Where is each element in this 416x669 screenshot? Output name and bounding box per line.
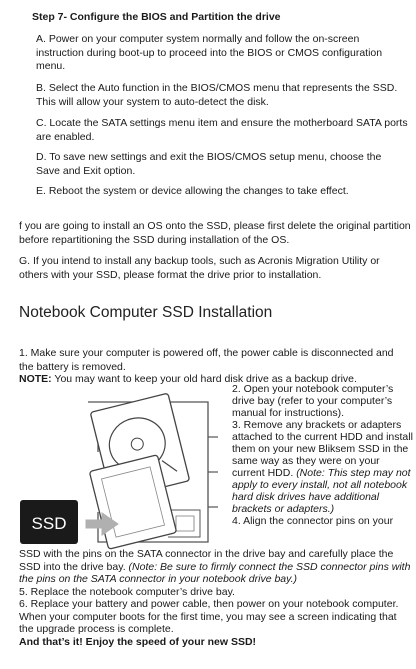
step-a-text: A. Power on your computer system normally and follow the on-screen instruction during boot-up to proceed into the BIOS or CMOS configuration menu. — [36, 33, 383, 72]
backup-tools-paragraph: G. If you intend to install any backup tools, such as Acronis Migration Utility or others with your SSD, please format the drive prior to installation. — [19, 255, 380, 281]
step-b-text: B. Select the Auto function in the BIOS/CMOS menu that represents the SSD. This will allow your system to auto-detect the disk. — [36, 82, 398, 108]
notebook-step-4-start: 4. Align the connector pins on your — [232, 515, 394, 527]
note-label: NOTE: — [19, 373, 52, 385]
step-d-text: D. To save new settings and exit the BIOS/CMOS setup menu, choose the Save and Exit option. — [36, 151, 382, 177]
notebook-step-2: 2. Open your notebook computer’s drive bay (refer to your computer’s manual for instructions). — [232, 383, 394, 419]
ssd-install-illustration — [18, 392, 230, 552]
notebook-step-4-rest — [19, 548, 413, 586]
notebook-step-6: 6. Replace your battery and power cable, then power on your notebook computer. When your computer boots for the first time, you may see a screen indicating that the upgrade process is complete. — [19, 598, 399, 635]
step-4-note: (Note: Be sure to firmly connect the SSD connector pins with the pins on the SATA connector in your notebook drive bay.) — [19, 560, 411, 585]
step-c-text: C. Locate the SATA settings menu item and ensure the motherboard SATA ports are enabled. — [36, 117, 408, 143]
bottom-steps — [19, 548, 413, 648]
notebook-step-3 — [232, 419, 414, 515]
step-e-text: E. Reboot the system or device allowing the changes to take effect. — [36, 185, 349, 197]
note-text: You may want to keep your old hard disk drive as a backup drive. — [51, 373, 357, 385]
section-title: Notebook Computer SSD Installation — [19, 304, 273, 321]
notebook-step-1: 1. Make sure your computer is powered off, the power cable is disconnected and the battery is removed. — [19, 347, 394, 373]
os-partition-paragraph: f you are going to install an OS onto the SSD, please first delete the original partition before repartitioning the SSD during installation of the OS. — [19, 220, 411, 246]
step-3-note: (Note: This step may not apply to every install, not all notebook hard disk drives have additional brackets or adapters.) — [232, 467, 411, 515]
right-column-steps — [232, 383, 414, 527]
ssd-badge-text: SSD — [31, 514, 67, 533]
step-3-text: 3. Remove any brackets or adapters attached to the current HDD and install them on your new Bliksem SSD in the same way as they were on your current HDD. — [232, 419, 413, 479]
notebook-step-5: 5. Replace the notebook computer’s drive bay. — [19, 585, 235, 598]
step-title: Step 7- Configure the BIOS and Partition the drive — [32, 11, 281, 23]
step-4-text: SSD with the pins on the SATA connector in the drive bay and carefully place the SSD into the drive bay. — [19, 548, 394, 573]
final-message: And that’s it! Enjoy the speed of your new SSD! — [19, 635, 257, 648]
